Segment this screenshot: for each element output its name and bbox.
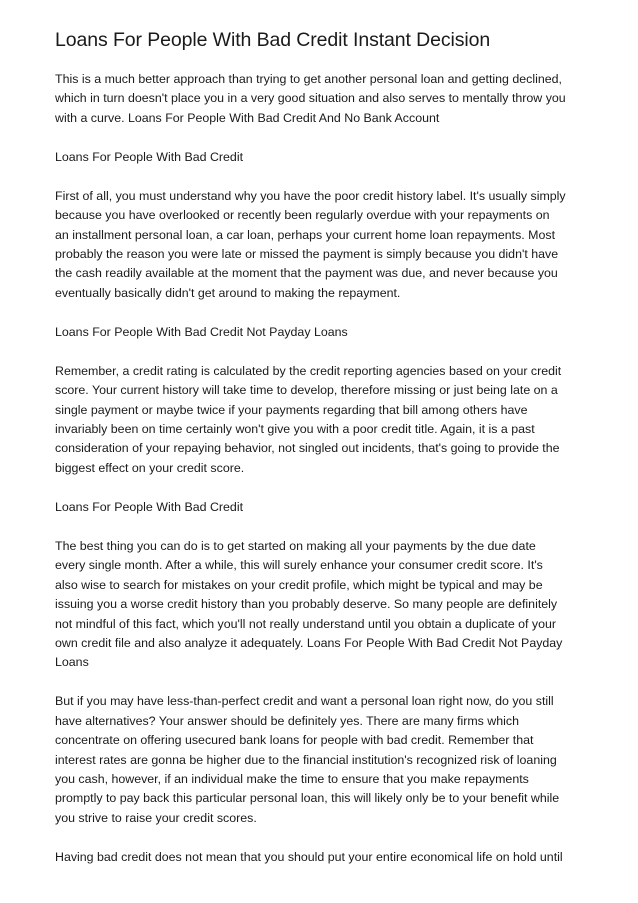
text-line: the cash readily available at the moment that the payment was due, and never because you bbox=[55, 266, 558, 281]
text-line: single payment or maybe twice if your payments regarding that bill among others have bbox=[55, 402, 528, 417]
body-paragraph bbox=[55, 537, 595, 673]
paragraph-spacer bbox=[55, 478, 595, 498]
paragraph-spacer bbox=[55, 517, 595, 537]
body-paragraph bbox=[55, 70, 595, 128]
text-line: consideration of your repaying behavior, not singled out incidents, that's going to provide the bbox=[55, 441, 560, 456]
body-paragraph bbox=[55, 187, 595, 303]
paragraph-spacer bbox=[55, 828, 595, 848]
text-line: promptly to pay back this particular personal loan, this will likely only be to your benefit while bbox=[55, 791, 560, 806]
text-line: concentrate on offering usecured bank loans for people with bad credit. Remember that bbox=[55, 733, 534, 748]
text-line: score. Your current history will take time to develop, therefore missing or just being late on a bbox=[55, 383, 558, 398]
text-line: with a curve. Loans For People With Bad Credit And No Bank Account bbox=[55, 110, 440, 125]
text-line: probably the reason you were late or missed the payment is simply because you didn't have bbox=[55, 247, 559, 262]
text-line: Remember, a credit rating is calculated by the credit reporting agencies based on your credit bbox=[55, 363, 562, 378]
body-paragraph bbox=[55, 362, 595, 478]
text-line: Loans bbox=[55, 655, 89, 670]
text-line: which in turn doesn't place you in a very good situation and also serves to mentally throw you bbox=[55, 91, 566, 106]
document-title: Loans For People With Bad Credit Instant Decision bbox=[55, 29, 491, 51]
paragraph-spacer bbox=[55, 303, 595, 323]
text-line: interest rates are gonna be higher due to the financial institution's recognized risk of loaning bbox=[55, 752, 557, 767]
text-line: First of all, you must understand why you have the poor credit history label. It's usually simply bbox=[55, 188, 566, 203]
text-line: you cash, however, if an individual make the time to ensure that you make repayments bbox=[55, 771, 529, 786]
text-line: issuing you a worse credit history than you probably deserve. So many people are definitely bbox=[55, 597, 558, 612]
text-line: The best thing you can do is to get started on making all your payments by the due date bbox=[55, 538, 536, 553]
text-line: every single month. After a while, this will surely enhance your consumer credit score. It's bbox=[55, 558, 543, 573]
section-heading bbox=[55, 323, 595, 342]
section-heading bbox=[55, 498, 595, 517]
text-line: eventually basically didn't get around to making the repayment. bbox=[55, 285, 401, 300]
text-line: biggest effect on your credit score. bbox=[55, 460, 245, 475]
text-line: not mindful of this fact, which you'll not really understand until you obtain a duplicate of your bbox=[55, 616, 557, 631]
text-line: This is a much better approach than trying to get another personal loan and getting declined, bbox=[55, 72, 562, 86]
paragraph-spacer bbox=[55, 673, 595, 693]
title-spacer bbox=[55, 54, 595, 70]
text-line: own credit file and also analyze it adequately. Loans For People With Bad Credit Not Payday bbox=[55, 635, 563, 650]
text-line: have alternatives? Your answer should be definitely yes. There are many firms which bbox=[55, 713, 519, 728]
text-line: Loans For People With Bad Credit bbox=[55, 499, 244, 514]
text-line: Loans For People With Bad Credit Not Payday Loans bbox=[55, 324, 348, 339]
paragraph-spacer bbox=[55, 128, 595, 148]
section-heading bbox=[55, 148, 595, 167]
text-line: you strive to raise your credit scores. bbox=[55, 810, 257, 825]
text-line: an installment personal loan, a car loan, perhaps your current home loan repayments. Most bbox=[55, 227, 556, 242]
body-paragraph bbox=[55, 692, 595, 828]
paragraph-spacer bbox=[55, 342, 595, 362]
text-line: Having bad credit does not mean that you should put your entire economical life on hold until bbox=[55, 849, 563, 864]
paragraph-spacer bbox=[55, 167, 595, 187]
text-line: because you have overlooked or recently been regularly overdue with your repayments on bbox=[55, 208, 550, 223]
text-line: also wise to search for mistakes on your credit profile, which might be typical and may be bbox=[55, 577, 543, 592]
document-body bbox=[55, 70, 595, 867]
document-page bbox=[55, 26, 595, 867]
text-line: But if you may have less-than-perfect credit and want a personal loan right now, do you still bbox=[55, 694, 554, 709]
text-line: invariably been on time certainly won't give you with a poor credit title. Again, it is a past bbox=[55, 422, 535, 437]
text-line: Loans For People With Bad Credit bbox=[55, 149, 244, 164]
body-paragraph bbox=[55, 848, 595, 867]
